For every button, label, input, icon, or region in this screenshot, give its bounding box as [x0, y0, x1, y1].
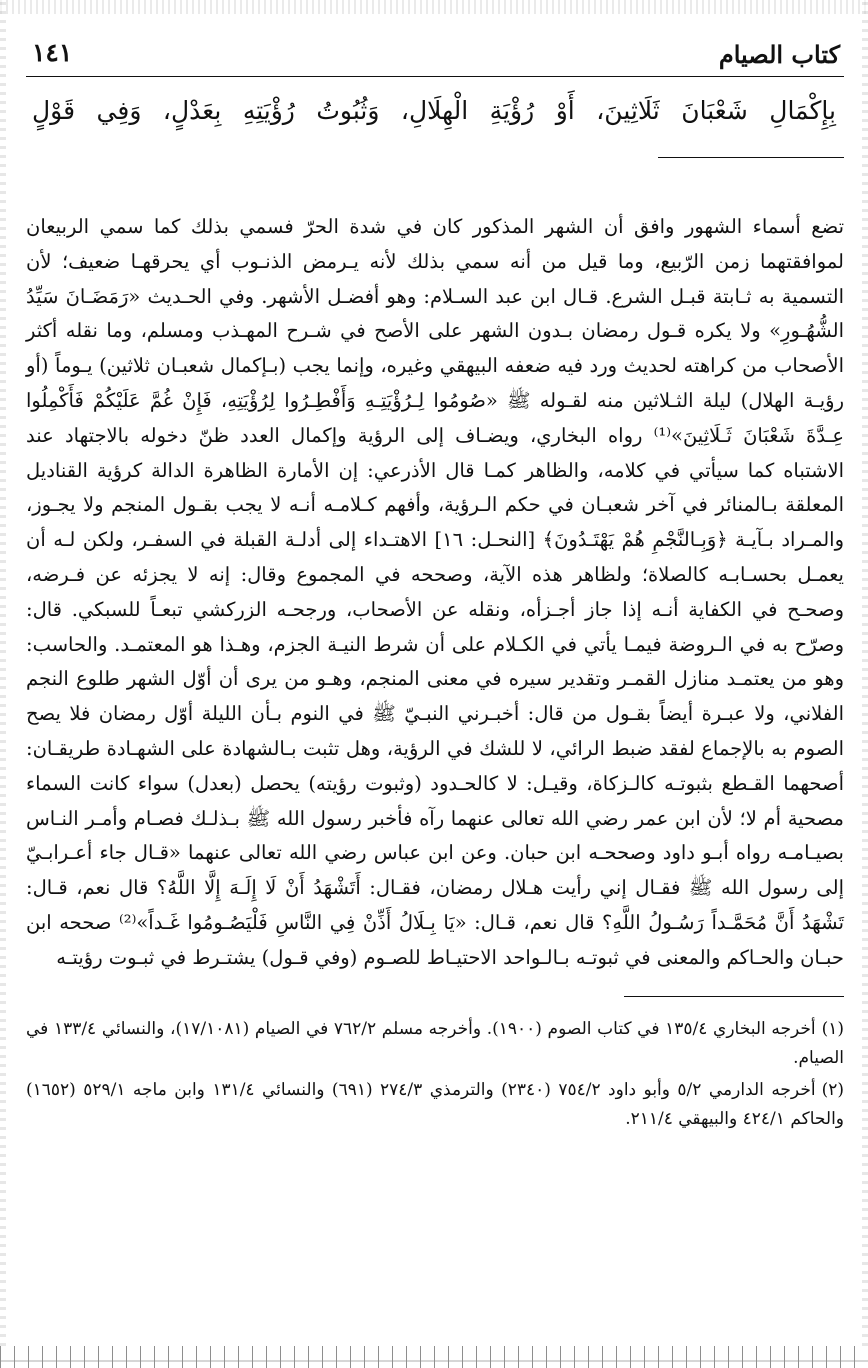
scan-edge-bottom	[0, 1346, 868, 1368]
footnote-number: (٢)	[821, 1079, 844, 1100]
scan-edge-right	[862, 0, 868, 1346]
matn-text: بِإِكْمَالِ شَعْبَانَ ثَلَاثِينَ، أَوْ رُؤْيَةِ الْهِلَالِ، وَثُبُوتُ رُؤْيَتِهِ بِعَدْلٍ، وَفِي قَوْلٍ	[32, 96, 836, 125]
footnotes-section	[26, 1015, 844, 1134]
footnote-item	[26, 1076, 844, 1134]
commentary-body	[26, 210, 844, 976]
matn-separator-rule	[658, 157, 844, 158]
footnote-item	[26, 1015, 844, 1073]
footnote-number: (١)	[821, 1018, 845, 1039]
commentary-paragraph: تضع أسماء الشهور وافق أن الشهر المذكور كان في شدة الحرّ فسمي بذلك كما سمي الربيعان لموافقتهما زمن الرّبيع، وما قيل من أنه سمي بذلك لأنه يـرمض الذنـوب أي يحرقهـا ضعيف؛ لأن التسمية به ثـابتة قبـل الشرع. قـال ابن عبد السـلام: وهو أفضـل الأشهر. وفي الحـديث «رَمَضَـانَ سَيِّدُ الشُّهُـورِ» ولا يكره قـول رمضان بـدون الشهر على الأصح في شـرح المهـذب ومسلم، وما نقله أكثر الأصحاب من كراهته لحديث ورد فيه ضعفه البيهقي وغيره، وإنما يجب (بـإكمال شعبـان ثلاثين) يـوماً (أو رؤيـة الهلال) ليلة الثـلاثين منه لقـوله ﷺ «صُومُوا لِـرُؤْيَتِـهِ وَأَفْطِـرُوا لِرُؤْيَتِهِ، فَإِنْ غُمَّ عَلَيْكُمْ فَأَكْمِلُوا عِـدَّةَ شَعْبَانَ ثَـلَاثِينَ»⁽¹⁾ رواه البخاري، ويضـاف إلى الرؤية وإكمال العدد ظنّ دخوله بالاجتهاد عند الاشتباه كما سيأتي في كلامه، والظاهر كمـا قال الأذرعي: إن الأمارة الظاهرة الدالة كرؤية القناديل المعلقة بـالمنائر في آخر شعبـان في حكم الـرؤية، وأفهم كـلامـه أنـه لا يجب بقـول المنجم ولا يجـوز، والمـراد بـآيـة ﴿وَبِـالنَّجْمِ هُمْ يَهْتَـدُونَ﴾ [النحـل: ١٦] الاهتـداء إلى أدلـة القبلة في السفـر، ولكن لـه أن يعمـل بحسـابـه كالصلاة؛ ولظاهر هذه الآية، وصححه في المجموع وقال: إنه لا يجزئه عن فـرضه، وصحـح في الكفاية أنـه إذا جاز أجـزأه، ونقله عن الأصحاب، ورجحـه الزركشي تبعـاً للسبكي. قال: وصرّح به في الـروضة فيمـا يأتي في الكـلام على أن شرط النيـة الجزم، وهـذا هو المعتمـد. والحاسب: وهو من يعتمـد منازل القمـر وتقدير سيره في معنى المنجم، وهـو من يرى أن أوّل الشهر طلوع النجم الفلاني، ولا عبـرة أيضاً بقـول من قال: أخبـرني النبـيّ ﷺ في النوم بـأن الليلة أوّل رمضان فلا يصح الصوم به بالإجماع لفقد ضبط الرائي، لا للشك في الرؤية، وهل تثبت بـالشهادة على الشهـادة طريقـان: أصحهما القـطع بثبوتـه كالـزكاة، وقيـل: لا كالحـدود (وثبوت رؤيته) يحصل (بعدل) سواء كانت السماء مصحية أم لا؛ لأن ابن عمر رضي الله تعالى عنهما رآه فأخبر رسول الله ﷺ بـذلـك فصـام وأمـر النـاس بصيـامـه رواه أبـو داود وصححـه ابن حبان. وعن ابن عباس رضي الله تعالى عنهما «قـال جاء أعـرابـيّ إلى رسول الله ﷺ فقـال إني رأيت هـلال رمضان، فقـال: أَتَشْهَدُ أَنْ لَا إِلَـهَ إِلَّا اللَّهُ؟ قال نعم، قـال: تَشْهَدُ أَنَّ مُحَمَّـداً رَسُـولُ اللَّهِ؟ قال نعم، قـال: «يَا بِـلَالُ أَذِّنْ فِي النَّاسِ فَلْيَصُـومُوا غَـداً»⁽²⁾ صححه ابن حبـان والحـاكم والمعنى في ثبوتـه بـالـواحد الاحتيـاط للصـوم (وفي قـول) يشتـرط في ثبـوت رؤيتـه	[26, 215, 845, 969]
book-page	[26, 30, 844, 1137]
page-number: ١٤١	[32, 38, 73, 67]
footnote-text: أخرجه البخاري ١٣٥/٤ في كتاب الصوم (١٩٠٠). وأخرجه مسلم ٧٦٢/٢ في الصيام (١٧/١٠٨١)، والنسائي ١٣٣/٤ في الصيام.	[26, 1018, 844, 1068]
page-header	[26, 30, 844, 77]
footnote-text: أخرجه الدارمي ٥/٢ وأبو داود ٧٥٤/٢ (٢٣٤٠) والترمذي ٢٧٤/٣ (٦٩١) والنسائي ١٣١/٤ وابن ماجه ٥٢٩/١ (١٦٥٢) والحاكم ٤٢٤/١ والبيهقي ٢١١/٤.	[26, 1079, 844, 1129]
scan-edge-left	[0, 0, 6, 1346]
scan-edge-top	[0, 0, 868, 14]
running-title: كتاب الصيام	[718, 40, 840, 69]
footnote-separator-rule	[624, 996, 844, 997]
